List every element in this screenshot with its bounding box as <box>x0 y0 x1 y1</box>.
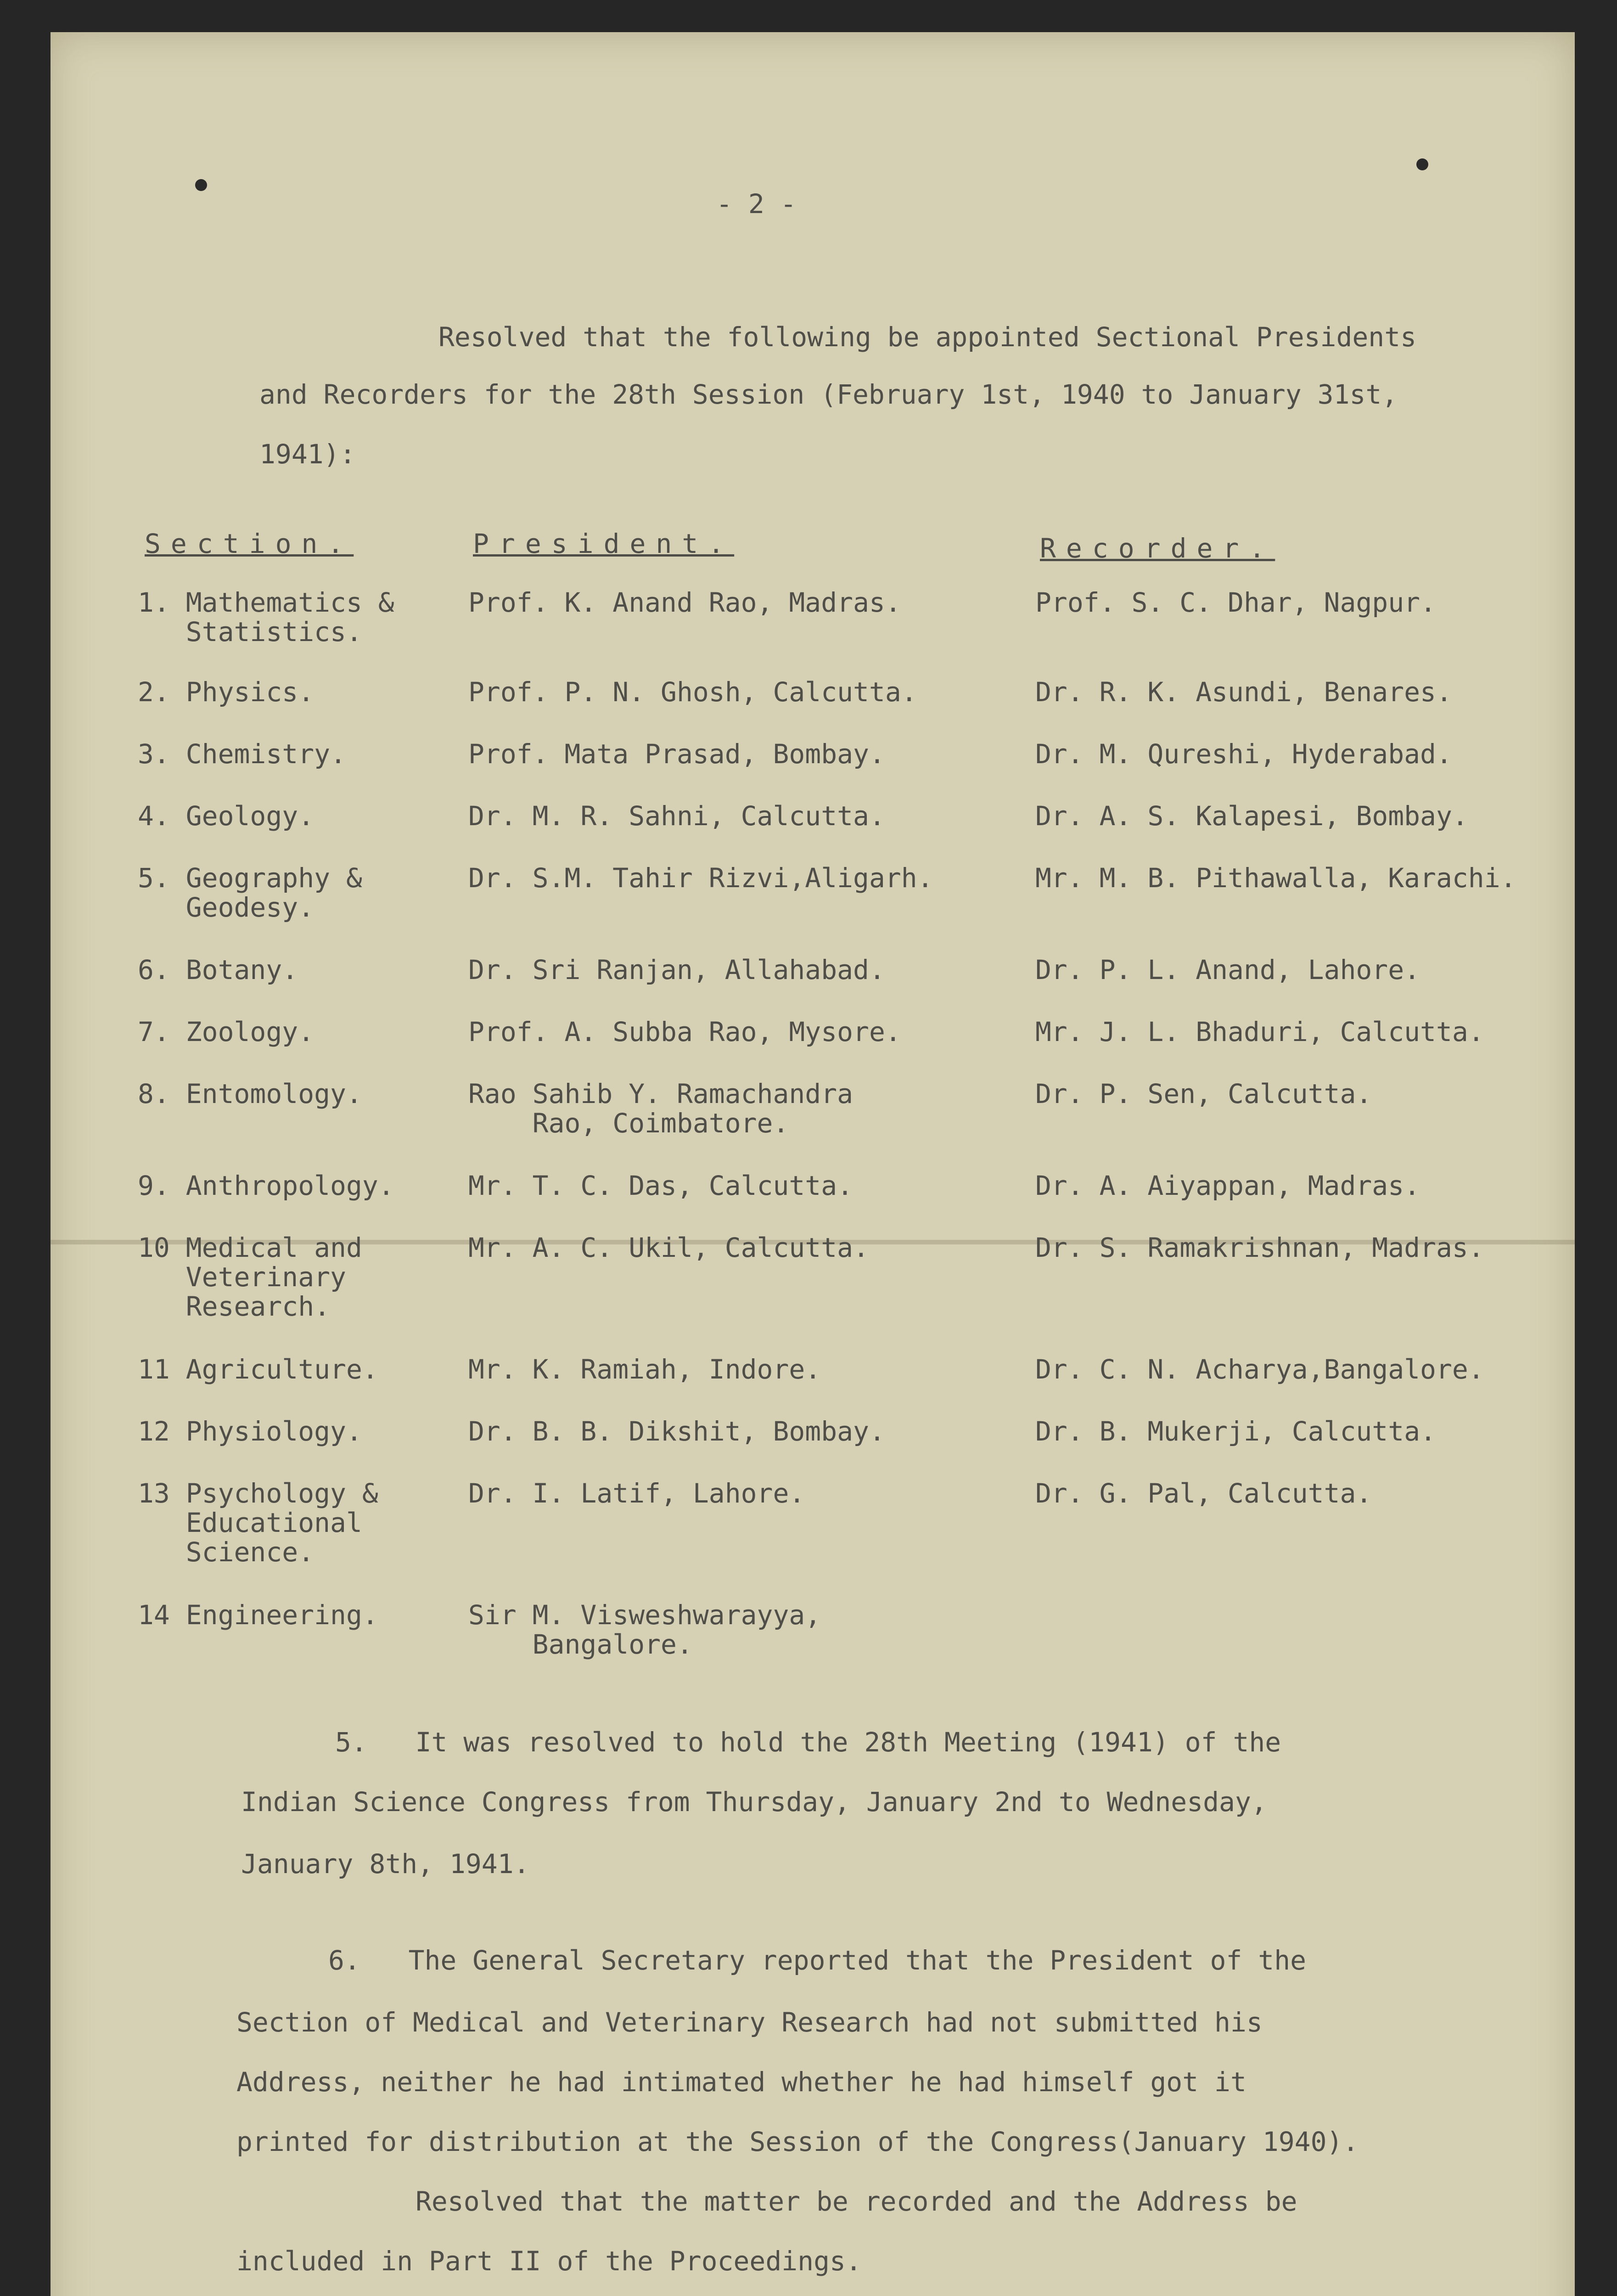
row-section: 6. Botany. <box>138 954 298 985</box>
row-president: Prof. A. Subba Rao, Mysore. <box>468 1016 901 1047</box>
pin-hole-left <box>195 179 207 191</box>
row-section: 14 Engineering. <box>138 1599 378 1631</box>
row-recorder: Dr. A. S. Kalapesi, Bombay. <box>1035 800 1468 832</box>
row-president: Mr. T. C. Das, Calcutta. <box>468 1170 853 1201</box>
intro-line-2: and Recorders for the 28th Session (February 1st, 1940 to January 31st, <box>259 379 1398 410</box>
row-section: 3. Chemistry. <box>138 738 346 770</box>
row-president: Prof. K. Anand Rao, Madras. <box>468 587 901 618</box>
row-recorder: Dr. P. L. Anand, Lahore. <box>1035 954 1420 985</box>
row-section: 9. Anthropology. <box>138 1170 394 1201</box>
row-section: 11 Agriculture. <box>138 1354 378 1385</box>
row-president: Dr. S.M. Tahir Rizvi,Aligarh. <box>468 862 933 894</box>
row-president: Mr. K. Ramiah, Indore. <box>468 1354 821 1385</box>
row-section: 1. Mathematics & Statistics. <box>138 587 394 647</box>
row-recorder: Mr. J. L. Bhaduri, Calcutta. <box>1035 1016 1484 1047</box>
header-section: Section. <box>145 528 354 559</box>
row-recorder: Dr. A. Aiyappan, Madras. <box>1035 1170 1420 1201</box>
para5-line-1: 5. It was resolved to hold the 28th Meeting (1941) of the <box>335 1727 1281 1758</box>
para6-line-2: Section of Medical and Veterinary Research had not submitted his <box>236 2007 1263 2038</box>
row-recorder: Prof. S. C. Dhar, Nagpur. <box>1035 587 1436 618</box>
intro-line-1: Resolved that the following be appointed Sectional Presidents <box>438 321 1417 353</box>
row-section: 5. Geography & Geodesy. <box>138 862 362 923</box>
row-section: 12 Physiology. <box>138 1416 362 1447</box>
para6-line-6: included in Part II of the Proceedings. <box>236 2245 862 2277</box>
row-section: 4. Geology. <box>138 800 314 832</box>
para6-line-3: Address, neither he had intimated whether he had himself got it <box>236 2066 1246 2098</box>
row-recorder: Dr. C. N. Acharya,Bangalore. <box>1035 1354 1484 1385</box>
para6-line-1: 6. The General Secretary reported that the President of the <box>328 1945 1307 1976</box>
row-president: Rao Sahib Y. Ramachandra Rao, Coimbatore. <box>468 1078 853 1139</box>
row-president: Dr. M. R. Sahni, Calcutta. <box>468 800 885 832</box>
row-section: 8. Entomology. <box>138 1078 362 1109</box>
row-president: Prof. Mata Prasad, Bombay. <box>468 738 885 770</box>
pin-hole-right <box>1416 158 1428 170</box>
row-recorder: Dr. B. Mukerji, Calcutta. <box>1035 1416 1436 1447</box>
row-president: Prof. P. N. Ghosh, Calcutta. <box>468 676 917 708</box>
header-president: President. <box>473 528 735 559</box>
row-recorder: Dr. S. Ramakrishnan, Madras. <box>1035 1232 1484 1263</box>
row-president: Dr. B. B. Dikshit, Bombay. <box>468 1416 885 1447</box>
row-section: 13 Psychology & Educational Science. <box>138 1478 378 1568</box>
row-recorder: Dr. R. K. Asundi, Benares. <box>1035 676 1452 708</box>
page-number: - 2 - <box>716 188 797 219</box>
row-recorder: Mr. M. B. Pithawalla, Karachi. <box>1035 862 1516 894</box>
row-recorder: Dr. G. Pal, Calcutta. <box>1035 1478 1372 1509</box>
para5-line-2: Indian Science Congress from Thursday, January 2nd to Wednesday, <box>241 1786 1267 1818</box>
row-recorder: Dr. M. Qureshi, Hyderabad. <box>1035 738 1452 770</box>
row-president: Sir M. Visweshwarayya, Bangalore. <box>468 1599 821 1660</box>
header-recorder: Recorder. <box>1040 533 1275 564</box>
para5-line-3: January 8th, 1941. <box>241 1848 530 1880</box>
row-recorder: Dr. P. Sen, Calcutta. <box>1035 1078 1372 1109</box>
row-president: Dr. Sri Ranjan, Allahabad. <box>468 954 885 985</box>
row-section: 2. Physics. <box>138 676 314 708</box>
intro-line-3: 1941): <box>259 439 356 470</box>
row-president: Mr. A. C. Ukil, Calcutta. <box>468 1232 869 1263</box>
para6-line-5: Resolved that the matter be recorded and the Address be <box>415 2186 1297 2217</box>
para6-line-4: printed for distribution at the Session of the Congress(January 1940). <box>236 2126 1359 2157</box>
row-section: 10 Medical and Veterinary Research. <box>138 1232 362 1322</box>
row-president: Dr. I. Latif, Lahore. <box>468 1478 805 1509</box>
row-section: 7. Zoology. <box>138 1016 314 1047</box>
